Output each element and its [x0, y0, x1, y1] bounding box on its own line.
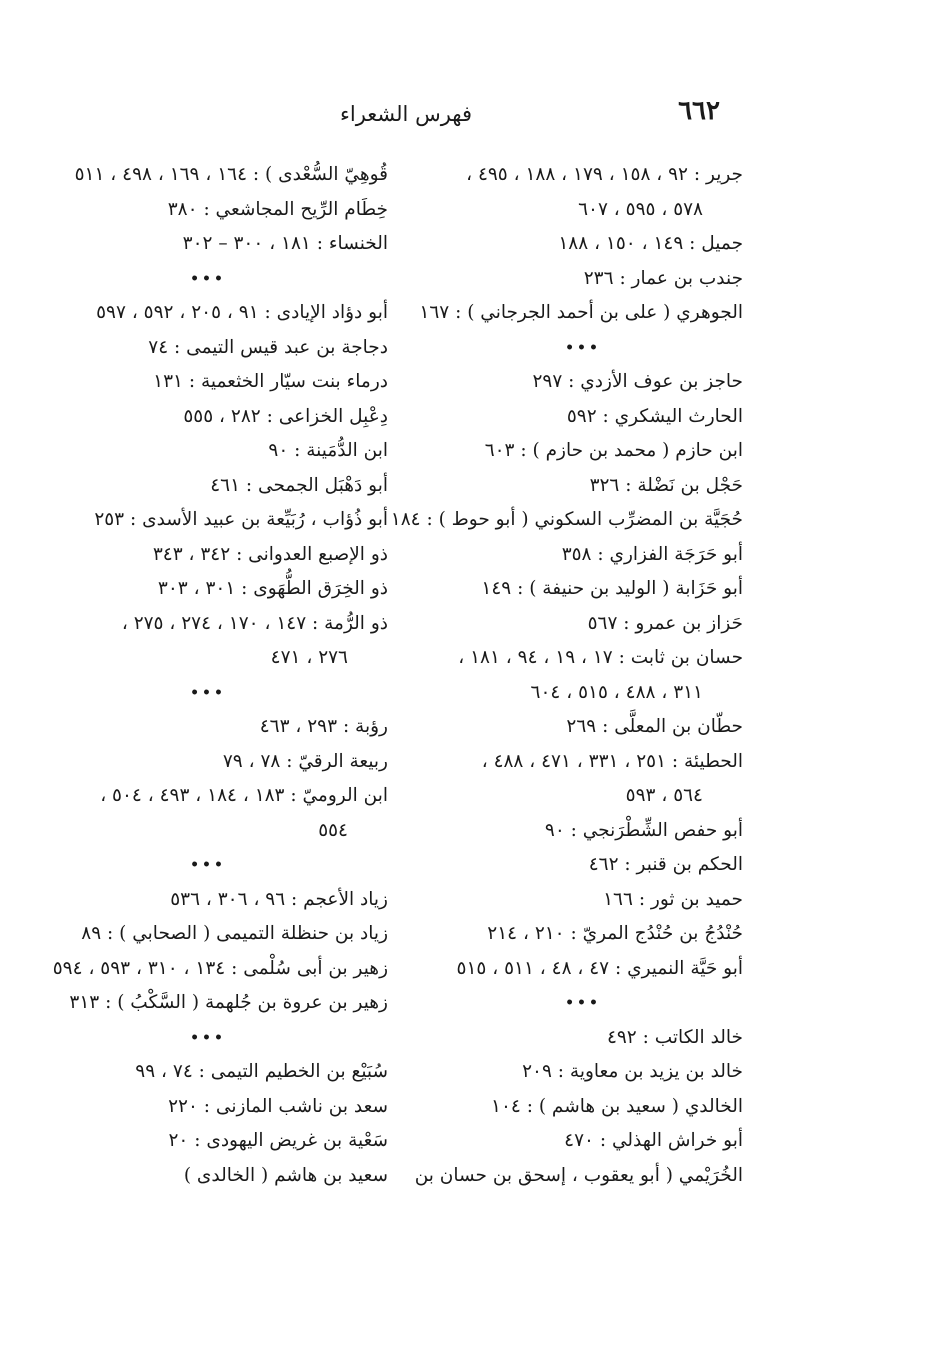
index-entry: أبو حَزَابة ( الوليد بن حنيفة ) : ١٤٩ [481, 578, 743, 599]
index-entry-continuation: ٥٦٤ ، ٥٩٣ [625, 785, 703, 806]
index-column-left [28, 158, 388, 1193]
index-entry: أبو دَهْبَل الجمحى : ٤٦١ [210, 474, 388, 496]
index-entry: درماء بنت سيّار الخثعمية : ١٣١ [153, 371, 388, 392]
index-entry: حُنْدُجُ بن حُنْدُج المريّ : ٢١٠ ، ٢١٤ [487, 923, 743, 944]
index-entry: حَزاز بن عمرو : ٥٦٧ [587, 612, 743, 634]
index-entry-continuation: ٥٧٨ ، ٥٩٥ ، ٦٠٧ [578, 198, 703, 220]
index-entry: الحطيئة : ٢٥١ ، ٣٣١ ، ٤٧١ ، ٤٨٨ ، [481, 750, 743, 772]
index-column-right [390, 158, 743, 1193]
index-entry: دِعْبِل الخزاعى : ٢٨٢ ، ٥٥٥ [183, 405, 388, 427]
index-entry: ربيعة الرقيّ : ٧٨ ، ٧٩ [222, 750, 388, 772]
index-entry: ذو الرُّمة : ١٤٧ ، ١٧٠ ، ٢٧٤ ، ٢٧٥ ، [121, 612, 388, 634]
index-entry: جميل : ١٤٩ ، ١٥٠ ، ١٨٨ [558, 233, 743, 254]
index-entry: خِطَام الرِّيح المجاشعي : ٣٨٠ [167, 198, 388, 220]
index-entry: الجوهري ( على بن أحمد الجرجاني ) : ١٦٧ [419, 302, 743, 323]
page-number: ٦٦٢ [678, 96, 720, 126]
index-entry: حطّان بن المعلَّى : ٢٦٩ [566, 716, 743, 737]
index-entry: أبو حَيَّة النميري : ٤٧ ، ٤٨ ، ٥١١ ، ٥١٥ [456, 957, 743, 979]
index-entry: جرير : ٩٢ ، ١٥٨ ، ١٧٩ ، ١٨٨ ، ٤٩٥ ، [466, 164, 743, 185]
index-entry: سَعْية بن غريض اليهودى : ٢٠ [168, 1130, 388, 1151]
section-separator: ••• [190, 270, 226, 287]
index-entry: الخُرَيْمي ( أبو يعقوب ، إسحق بن حسان بن [414, 1164, 743, 1186]
section-separator: ••• [190, 1029, 226, 1046]
index-entry: ابن الروميّ : ١٨٣ ، ١٨٤ ، ٤٩٣ ، ٥٠٤ ، [100, 785, 388, 806]
index-entry: سُبَيْع بن الخطيم التيمى : ٧٤ ، ٩٩ [135, 1061, 388, 1082]
section-separator: ••• [190, 684, 226, 701]
index-entry: أبو حَرَجَة الفزاري : ٣٥٨ [561, 543, 743, 565]
index-entry: أبو ذُؤاب ، رُبَيِّعة بن عبيد الأسدى : ٢٥٣ [94, 509, 388, 530]
index-entry: أبو دؤاد الإيادى : ٩١ ، ٢٠٥ ، ٥٩٢ ، ٥٩٧ [96, 302, 388, 323]
page-header [340, 96, 720, 136]
index-entry: حُجَيَّة بن المضرِّب السكوني ( أبو حوط ) : ١٨٤ [390, 509, 743, 530]
index-entry: خالد الكاتب : ٤٩٢ [606, 1026, 743, 1048]
index-entry: قُوهِيّ السُّعْدى ) : ١٦٤ ، ١٦٩ ، ٤٩٨ ، ٥١١ [74, 164, 388, 185]
index-entry: زهير بن أبى سُلْمى : ١٣٤ ، ٣١٠ ، ٥٩٣ ، ٥٩٤ [52, 957, 388, 979]
index-entry: الحارث اليشكري : ٥٩٢ [566, 405, 743, 427]
index-entry-continuation: ٥٥٤ [318, 819, 348, 841]
index-entry: خالد بن يزيد بن معاوية : ٢٠٩ [522, 1061, 743, 1082]
index-entry: زياد الأعجم : ٩٦ ، ٣٠٦ ، ٥٣٦ [170, 888, 388, 910]
index-entry: رؤبة : ٢٩٣ ، ٤٦٣ [259, 716, 388, 737]
index-entry: زياد بن حنظلة التميمى ( الصحابي ) : ٨٩ [81, 923, 388, 944]
index-entry: زهير بن عروة بن جُلهمة ( السَّكْبُ ) : ٣١٣ [69, 992, 388, 1013]
section-separator: ••• [565, 995, 601, 1011]
running-title: فهرس الشعراء [340, 102, 473, 126]
index-entry: أبو حفص الشِّطْرَنجي : ٩٠ [544, 819, 743, 841]
index-entry: الخنساء : ١٨١ ، ٣٠٠ – ٣٠٢ [182, 233, 388, 254]
index-entry: ابن الدُّمَينة : ٩٠ [268, 440, 388, 461]
index-entry: حاجز بن عوف الأزدي : ٢٩٧ [532, 371, 743, 392]
index-entry: الحكم بن قنبر : ٤٦٢ [588, 854, 743, 875]
index-entry: ابن حازم ( محمد بن حازم ) : ٦٠٣ [484, 440, 743, 461]
index-entry: حسان بن ثابت : ١٧ ، ١٩ ، ٩٤ ، ١٨١ ، [458, 647, 743, 668]
index-entry: الخالدي ( سعيد بن هاشم ) : ١٠٤ [491, 1095, 743, 1117]
index-entry: سعد بن ناشب المازنى : ٢٢٠ [168, 1095, 388, 1117]
index-entry: سعيد بن هاشم ( الخالدى ) [183, 1164, 388, 1186]
section-separator: ••• [190, 857, 226, 873]
index-entry-continuation: ٢٧٦ ، ٤٧١ [270, 647, 348, 668]
index-entry: جندب بن عمار : ٢٣٦ [583, 267, 743, 289]
index-entry: حميد بن ثور : ١٦٦ [603, 888, 743, 910]
index-entry: ذو الخِرَق الطُّهَوى : ٣٠١ ، ٣٠٣ [157, 578, 388, 599]
index-entry: دجاجة بن عبد قيس التيمى : ٧٤ [148, 336, 388, 358]
index-entry-continuation: ٣١١ ، ٤٨٨ ، ٥١٥ ، ٦٠٤ [530, 681, 703, 703]
index-entry: حَجْل بن نَضْلة : ٣٢٦ [589, 474, 743, 496]
section-separator: ••• [565, 339, 601, 356]
index-entry: أبو خراش الهذلي : ٤٧٠ [564, 1130, 743, 1151]
index-entry: ذو الإصبع العدوانى : ٣٤٢ ، ٣٤٣ [152, 543, 388, 565]
